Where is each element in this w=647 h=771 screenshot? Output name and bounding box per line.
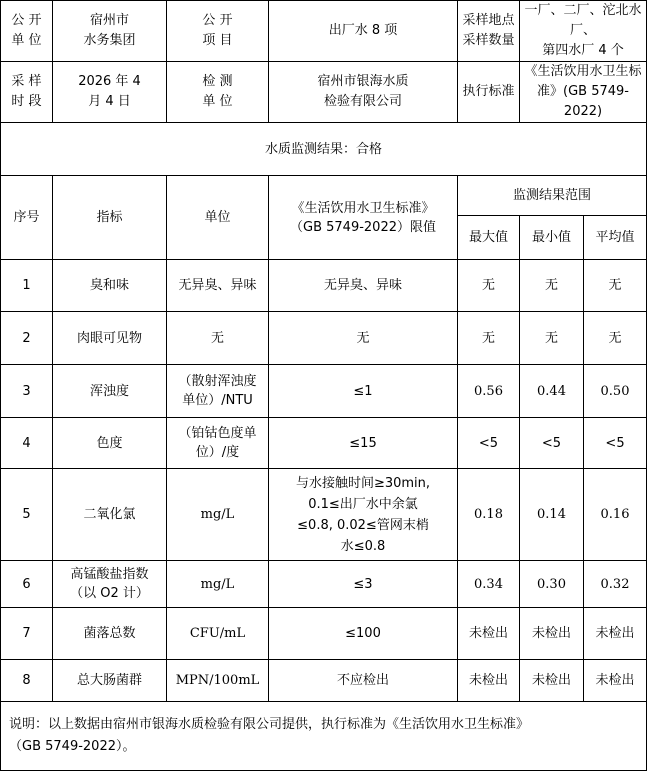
row-max: 未检出 <box>458 608 520 660</box>
row-limit: ≤1 <box>269 365 458 418</box>
row-min: 无 <box>520 260 584 312</box>
row-unit: CFU/mL <box>167 608 269 660</box>
row-indicator: 菌落总数 <box>53 608 167 660</box>
table-row <box>1 561 647 608</box>
row-index: 3 <box>1 365 53 418</box>
standard-value: 《生活饮用水卫生标 准》(GB 5749-2022) <box>520 62 647 123</box>
row-min: 0.14 <box>520 469 584 561</box>
row-avg: 无 <box>584 312 647 365</box>
row-unit: 无异臭、异味 <box>167 260 269 312</box>
col-range: 监测结果范围 <box>458 176 647 216</box>
row-avg: 无 <box>584 260 647 312</box>
public-project-value: 出厂水 8 项 <box>269 1 458 62</box>
col-indicator: 指标 <box>53 176 167 260</box>
row-max: 无 <box>458 260 520 312</box>
row-avg: 0.16 <box>584 469 647 561</box>
row-min: 无 <box>520 312 584 365</box>
table-row <box>1 260 647 312</box>
test-unit-label: 检 测 单 位 <box>167 62 269 123</box>
row-index: 5 <box>1 469 53 561</box>
row-avg: 0.32 <box>584 561 647 608</box>
table-row <box>1 660 647 702</box>
row-avg: <5 <box>584 418 647 469</box>
table-row <box>1 365 647 418</box>
col-unit: 单位 <box>167 176 269 260</box>
table-row <box>1 418 647 469</box>
row-indicator: 色度 <box>53 418 167 469</box>
row-index: 7 <box>1 608 53 660</box>
sampling-time-value: 2026 年 4 月 4 日 <box>53 62 167 123</box>
row-indicator: 二氧化氯 <box>53 469 167 561</box>
row-unit: mg/L <box>167 561 269 608</box>
row-min: 0.30 <box>520 561 584 608</box>
row-min: 0.44 <box>520 365 584 418</box>
row-max: 0.34 <box>458 561 520 608</box>
standard-label: 执行标准 <box>458 62 520 123</box>
row-limit: 与水接触时间≥30min, 0.1≤出厂水中余氯 ≤0.8, 0.02≤管网末梢 水≤0.8 <box>269 469 458 561</box>
row-min: <5 <box>520 418 584 469</box>
row-max: 未检出 <box>458 660 520 702</box>
row-limit: 无 <box>269 312 458 365</box>
row-limit: ≤3 <box>269 561 458 608</box>
row-indicator: 臭和味 <box>53 260 167 312</box>
row-indicator: 肉眼可见物 <box>53 312 167 365</box>
row-index: 6 <box>1 561 53 608</box>
row-limit: ≤15 <box>269 418 458 469</box>
result-summary: 水质监测结果：合格 <box>1 123 647 176</box>
sampling-site-value: 一厂、二厂、沱北水厂、 第四水厂 4 个 <box>520 1 647 62</box>
row-index: 2 <box>1 312 53 365</box>
row-unit: 无 <box>167 312 269 365</box>
row-avg: 未检出 <box>584 608 647 660</box>
row-limit: 无异臭、异味 <box>269 260 458 312</box>
table-row <box>1 469 647 561</box>
row-avg: 0.50 <box>584 365 647 418</box>
table-row <box>1 608 647 660</box>
public-unit-label: 公 开 单 位 <box>1 1 53 62</box>
row-indicator: 总大肠菌群 <box>53 660 167 702</box>
row-unit: mg/L <box>167 469 269 561</box>
row-min: 未检出 <box>520 660 584 702</box>
row-max: 0.18 <box>458 469 520 561</box>
row-indicator: 浑浊度 <box>53 365 167 418</box>
footnote: 说明：以上数据由宿州市银海水质检验有限公司提供，执行标准为《生活饮用水卫生标准》 （GB 5749-2022）。 <box>1 702 647 771</box>
row-max: 无 <box>458 312 520 365</box>
row-indicator: 高锰酸盐指数 （以 O2 计） <box>53 561 167 608</box>
row-unit: MPN/100mL <box>167 660 269 702</box>
row-index: 1 <box>1 260 53 312</box>
col-min: 最小值 <box>520 216 584 260</box>
row-max: <5 <box>458 418 520 469</box>
sampling-site-label: 采样地点 采样数量 <box>458 1 520 62</box>
public-project-label: 公 开 项 目 <box>167 1 269 62</box>
col-max: 最大值 <box>458 216 520 260</box>
col-index: 序号 <box>1 176 53 260</box>
table-row <box>1 312 647 365</box>
row-limit: ≤100 <box>269 608 458 660</box>
row-max: 0.56 <box>458 365 520 418</box>
row-unit: （散射浑浊度 单位）/NTU <box>167 365 269 418</box>
row-min: 未检出 <box>520 608 584 660</box>
row-avg: 未检出 <box>584 660 647 702</box>
row-unit: （铂钴色度单 位）/度 <box>167 418 269 469</box>
row-index: 4 <box>1 418 53 469</box>
sampling-time-label: 采 样 时 段 <box>1 62 53 123</box>
test-unit-value: 宿州市银海水质 检验有限公司 <box>269 62 458 123</box>
row-index: 8 <box>1 660 53 702</box>
col-avg: 平均值 <box>584 216 647 260</box>
col-limit: 《生活饮用水卫生标准》 （GB 5749-2022）限值 <box>269 176 458 260</box>
row-limit: 不应检出 <box>269 660 458 702</box>
public-unit-value: 宿州市 水务集团 <box>53 1 167 62</box>
